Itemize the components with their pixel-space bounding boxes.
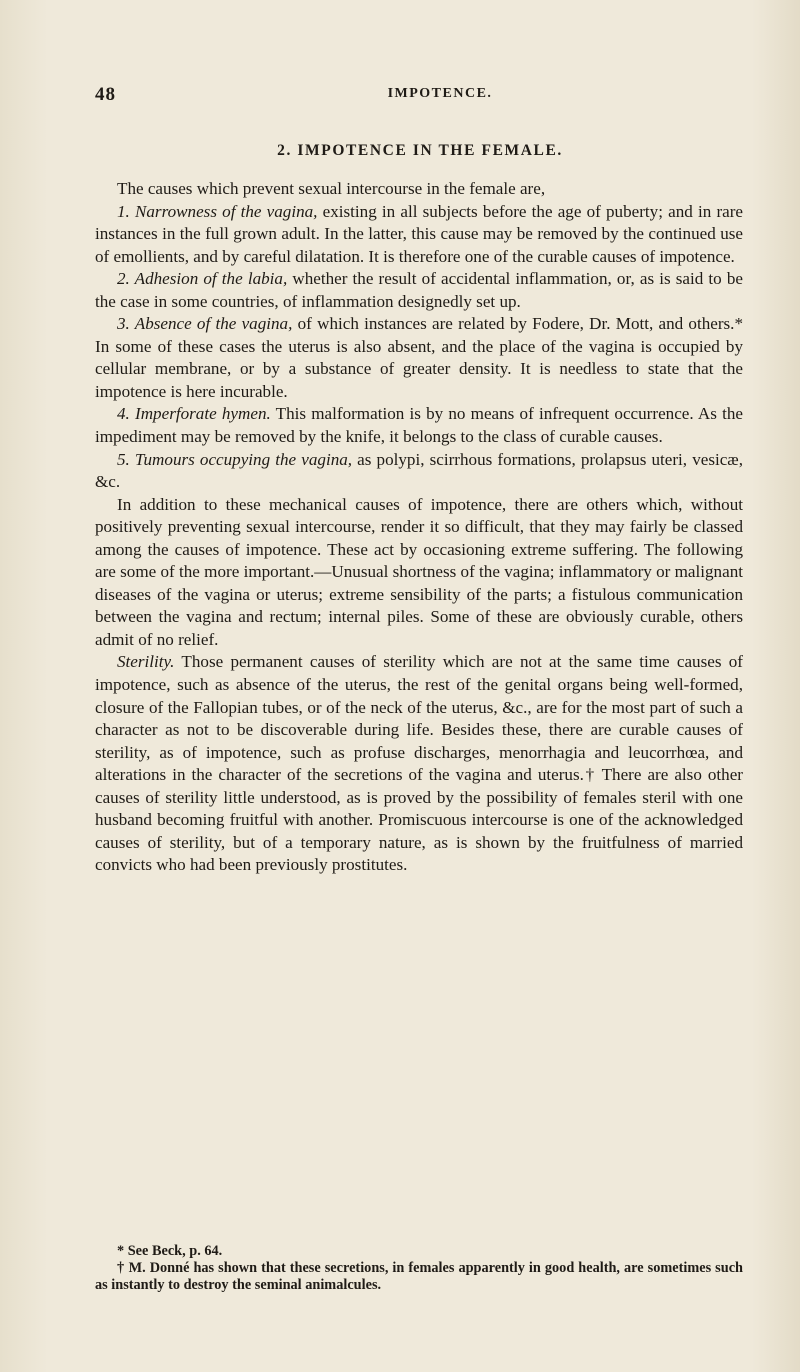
paragraph-sterility	[95, 651, 743, 876]
paragraph-narrowness	[95, 201, 743, 269]
paragraph-intro	[95, 178, 743, 201]
paragraph-lead: 4. Imperforate hymen.	[117, 404, 271, 424]
paragraph-text: In addition to these mechanical causes of impotence, there are others which, without positively preventing sexual intercourse, render it so difficult, that they may fairly be classed among the causes of impotence. These act by occasioning extreme suffering. The following are some of the more important.—Unusual shortness of the vagina; inflammatory or malignant diseases of the vagina or uterus; extreme sensibility of the parts; a fistulous communication between the vagina and rectum; internal piles. Some of these are obviously curable, others admit of no relief.	[95, 494, 743, 649]
section-title: 2. IMPOTENCE IN THE FEMALE.	[277, 142, 563, 159]
running-head: IMPOTENCE.	[387, 86, 493, 101]
paragraph-mechanical-causes	[95, 494, 743, 652]
paragraph-text: This malformation is by no means of infrequent occurrence. As the impediment may be removed by the knife, it belongs to the class of curable causes.	[95, 404, 743, 447]
footnote-donne: † M. Donné has shown that these secretions, in females apparently in good health, are sometimes such as instantly to destroy the seminal animalcules.	[95, 1260, 743, 1293]
paragraph-text: existing in all subjects before the age of puberty; and in rare instances in the full grown adult. In the latter, this cause may be removed by the continued use of emollients, and by careful dilatation. It is therefore one of the curable causes of impotence.	[95, 201, 744, 266]
paragraph-tumours	[95, 449, 743, 494]
paragraph-lead: 3. Absence of the vagina,	[117, 314, 293, 334]
paragraph-lead: 1. Narrowness of the vagina,	[117, 201, 318, 221]
paragraph-text: Those permanent causes of sterility which are not at the same time causes of impotence, such as absence of the uterus, the rest of the genital organs being well-formed, closure of the Fallopian tubes, or of the neck of the uterus, &c., are for the most part of such a character as not to be discoverable during life. Besides these, there are curable causes of sterility, as of impotence, such as profuse discharges, menorrhagia and leucorrhœa, and alterations in the character of the secretions of the vagina and uterus.† There are also other causes of sterility little understood, as is proved by the possibility of females steril with one husband becoming fruitful with another. Promiscuous intercourse is one of the acknowledged causes of sterility, but of a temporary nature, as is shown by the fruitfulness of married convicts who had been previously prostitutes.	[95, 652, 743, 875]
page-number: 48	[95, 84, 116, 105]
footnotes	[95, 1243, 743, 1294]
paragraph-text: The causes which prevent sexual intercourse in the female are,	[117, 179, 546, 198]
paragraph-lead: 2. Adhesion of the labia,	[117, 269, 288, 289]
paragraph-lead: Sterility.	[117, 652, 175, 672]
paragraph-adhesion	[95, 268, 743, 313]
body-text	[95, 178, 743, 877]
paragraph-text: of which instances are related by Fodere, Dr. Mott, and others.* In some of these cases the uterus is also absent, and the place of the vagina is occupied by cellular membrane, or by a substance of greater density. It is needless to state that the impotence is here incurable.	[95, 314, 744, 401]
paragraph-hymen	[95, 403, 743, 448]
page-header	[95, 84, 745, 114]
paragraph-absence	[95, 313, 743, 403]
paragraph-text: whether the result of accidental inflammation, or, as is said to be the case in some countries, of inflammation designedly set up.	[95, 269, 743, 311]
paragraph-text: as polypi, scirrhous formations, prolapsus uteri, vesicæ, &c.	[95, 449, 743, 492]
footnote-beck: * See Beck, p. 64.	[117, 1243, 223, 1259]
paragraph-lead: 5. Tumours occupying the vagina,	[117, 449, 353, 469]
